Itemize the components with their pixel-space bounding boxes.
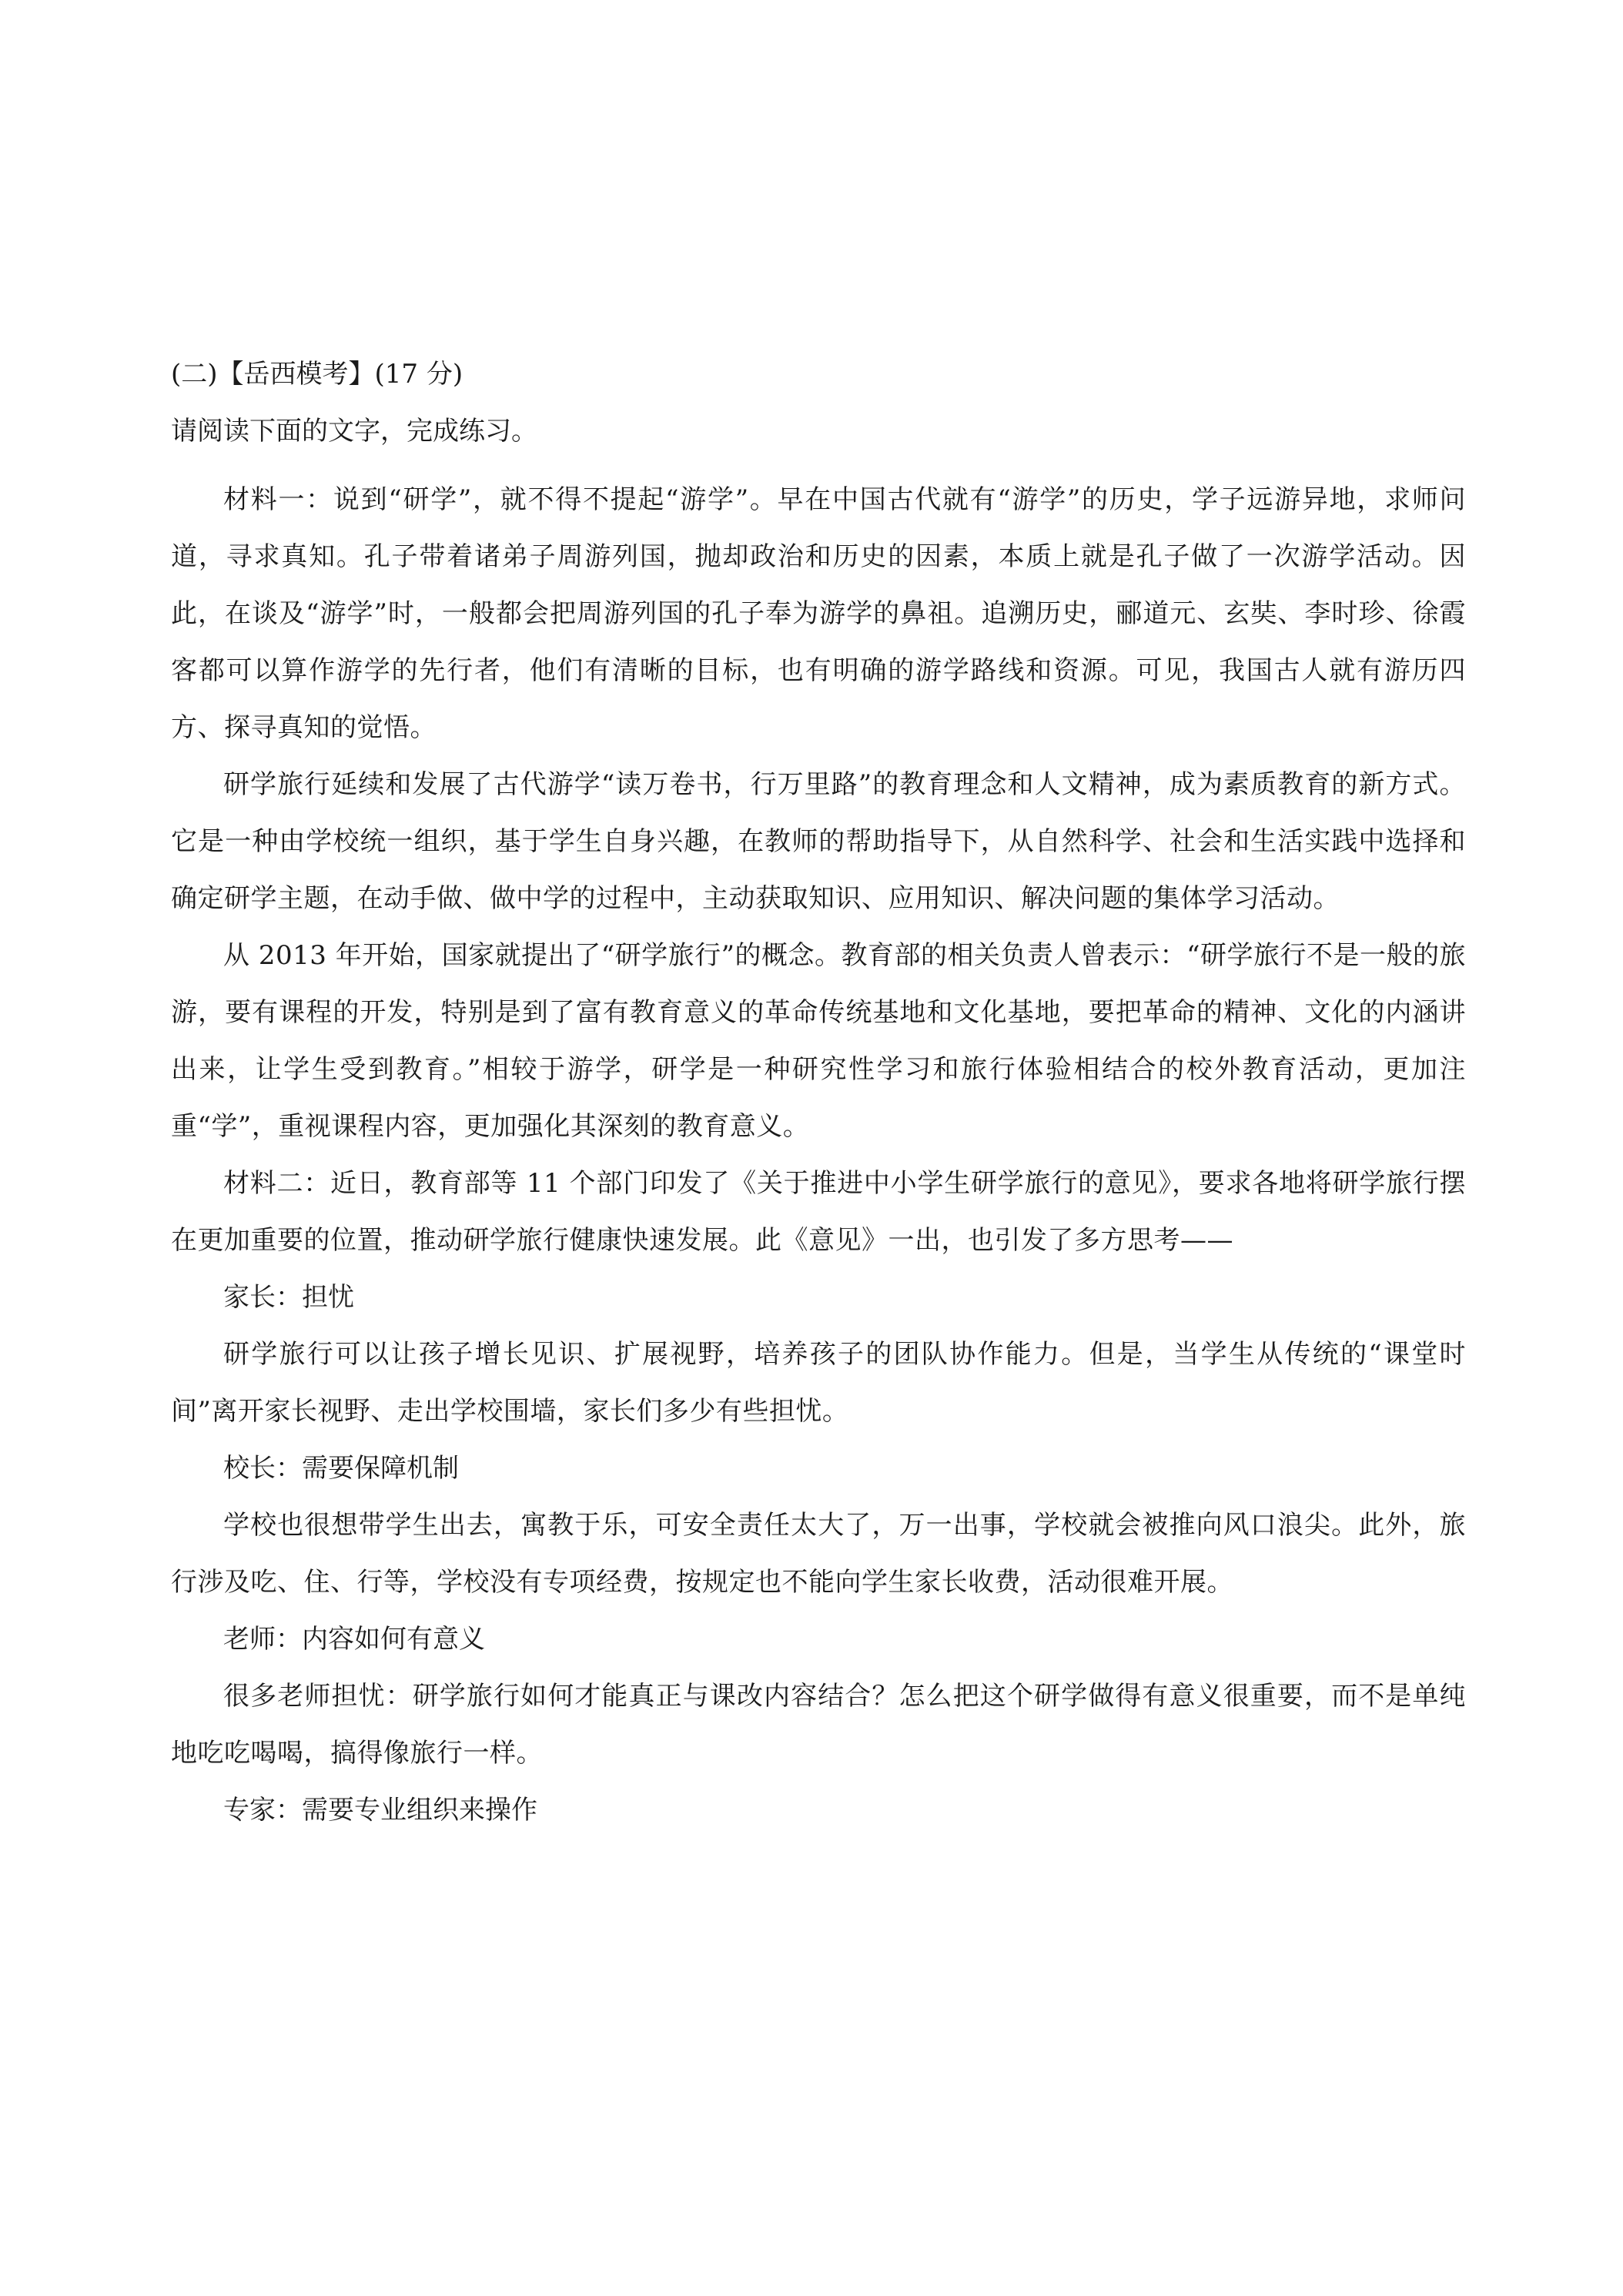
paragraph-material-one: 材料一：说到“研学”，就不得不提起“游学”。早在中国古代就有“游学”的历史，学子远游异地，求师问道，寻求真知。孔子带着诸弟子周游列国，抛却政治和历史的因素，本质上就是孔子做了一次游学活动。因此，在谈及“游学”时，一般都会把周游列国的孔子奉为游学的鼻祖。追溯历史，郦道元、玄奘、李时珍、徐霞客都可以算作游学的先行者，他们有清晰的目标，也有明确的游学路线和资源。可见，我国古人就有游历四方、探寻真知的觉悟。: [171, 484, 1466, 743]
document-page: [171, 356, 1466, 1839]
instruction-text: 请阅读下面的文字，完成练习。: [171, 416, 537, 447]
subheading-teachers: 老师：内容如何有意义: [223, 1624, 485, 1655]
paragraph-2013-concept: 从 2013 年开始，国家就提出了“研学旅行”的概念。教育部的相关负责人曾表示：“研学旅行不是一般的旅游，要有课程的开发，特别是到了富有教育意义的革命传统基地和文化基地，要把革命的精神、文化的内涵讲出来，让学生受到教育。”相较于游学，研学是一种研究性学习和旅行体验相结合的校外教育活动，更加注重“学”，重视课程内容，更加强化其深刻的教育意义。: [171, 940, 1466, 1142]
subheading-experts: 专家：需要专业组织来操作: [223, 1795, 537, 1826]
paragraph-principal: 学校也很想带学生出去，寓教于乐，可安全责任太大了，万一出事，学校就会被推向风口浪尖。此外，旅行涉及吃、住、行等，学校没有专项经费，按规定也不能向学生家长收费，活动很难开展。: [171, 1510, 1466, 1598]
paragraph-material-two: 材料二：近日，教育部等 11 个部门印发了《关于推进中小学生研学旅行的意见》，要求各地将研学旅行摆在更加重要的位置，推动研学旅行健康快速发展。此《意见》一出，也引发了多方思考——: [171, 1168, 1466, 1256]
paragraph-teachers: 很多老师担忧：研学旅行如何才能真正与课改内容结合？怎么把这个研学做得有意义很重要，而不是单纯地吃吃喝喝，搞得像旅行一样。: [171, 1681, 1466, 1769]
paragraph-parents: 研学旅行可以让孩子增长见识、扩展视野，培养孩子的团队协作能力。但是，当学生从传统的“课堂时间”离开家长视野、走出学校围墙，家长们多少有些担忧。: [171, 1339, 1466, 1427]
section-title: (二)【岳西模考】(17 分): [171, 359, 463, 390]
subheading-principal: 校长：需要保障机制: [223, 1453, 459, 1484]
subheading-parents: 家长：担忧: [223, 1282, 354, 1313]
paragraph-study-travel-definition: 研学旅行延续和发展了古代游学“读万卷书，行万里路”的教育理念和人文精神，成为素质教育的新方式。它是一种由学校统一组织，基于学生自身兴趣，在教师的帮助指导下，从自然科学、社会和生活实践中选择和确定研学主题，在动手做、做中学的过程中，主动获取知识、应用知识、解决问题的集体学习活动。: [171, 769, 1466, 914]
